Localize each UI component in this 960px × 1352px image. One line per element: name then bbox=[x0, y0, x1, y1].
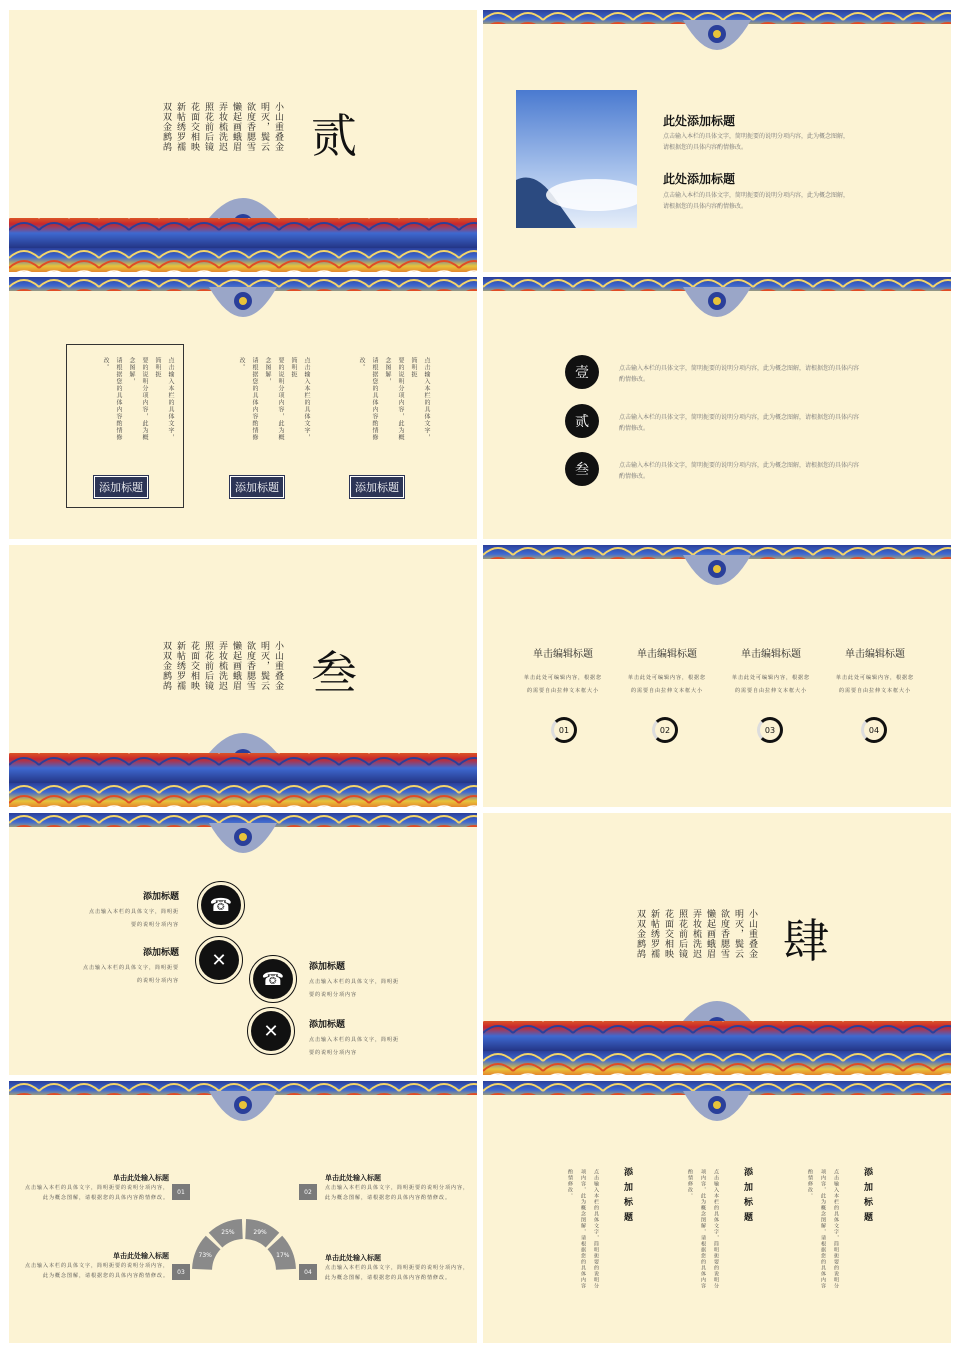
poem-line: 欲度香腮雪 bbox=[245, 641, 255, 691]
slide-photo-titles bbox=[483, 10, 951, 272]
left-item-2 bbox=[69, 945, 179, 988]
tools-icon-circle-1 bbox=[195, 936, 243, 984]
text-line: 酌情修改。 bbox=[687, 1169, 693, 1199]
desc-line: 点击输入本栏的具体文字，简明扼要的说明分项内容，此为概念图解， bbox=[663, 133, 850, 140]
poem-line: 欲度香腮雪 bbox=[245, 102, 255, 152]
text-line: 点击输入本栏的具体文字，简明扼要的说明分 bbox=[713, 1169, 719, 1289]
text-line: 的说明分项内容 bbox=[136, 978, 179, 984]
ornament-border-top bbox=[483, 1081, 951, 1145]
text-line: 请根据您的具体内容酌情修改。 bbox=[358, 357, 378, 441]
poem-text bbox=[159, 641, 285, 721]
text-line: 要的说明分项内容 bbox=[130, 922, 179, 928]
item-number-3: 03 bbox=[172, 1264, 190, 1280]
poem-line: 弄妆梳洗迟 bbox=[217, 102, 227, 152]
section-number: 贰 bbox=[311, 109, 357, 163]
text-line: 单击此处可编辑内容，根据您 bbox=[731, 675, 810, 681]
text-line: 酌情修改。 bbox=[619, 425, 650, 432]
step-number-2: 02 bbox=[652, 717, 678, 743]
poem-line: 花面交相映 bbox=[189, 102, 199, 152]
text-line: 点击输入本栏的具体文字，简明扼要的说明分项内容，此为概念图解，请根据您的具体内容 bbox=[619, 365, 860, 372]
text-line: 的需要自由拉伸文本框大小 bbox=[526, 688, 599, 694]
column-text-2 bbox=[683, 1169, 722, 1309]
item-text bbox=[309, 1034, 429, 1060]
item-title: 添加标题 bbox=[142, 948, 179, 958]
step-text bbox=[619, 672, 715, 698]
item-title: 添加标题 bbox=[309, 962, 346, 972]
step-text bbox=[723, 672, 819, 698]
poem-line: 懒起画蛾眉 bbox=[231, 641, 241, 691]
text-line: 此为概念图解，请根据您的具体内容酌情修改。 bbox=[325, 1195, 452, 1201]
ornament-border-top bbox=[9, 813, 477, 877]
poem-line: 懒起画蛾眉 bbox=[231, 102, 241, 152]
text-line: 点击输入本栏的具体文字，简明扼要的说明分项内容， bbox=[24, 1263, 169, 1269]
title-2: 此处添加标题 bbox=[663, 172, 736, 186]
phone-icon-circle-2 bbox=[249, 955, 297, 1003]
text-line: 酌情修改。 bbox=[619, 473, 650, 480]
list-text-1 bbox=[619, 363, 879, 385]
text-line: 要的说明分项内容 bbox=[309, 1050, 358, 1056]
poem-line: 双双金鹧鸪 bbox=[635, 909, 645, 959]
slide-section-4 bbox=[483, 813, 951, 1075]
arc-label: 17% bbox=[276, 1251, 290, 1259]
number-badge-2: 贰 bbox=[565, 404, 599, 438]
step-title: 单击编辑标题 bbox=[637, 649, 697, 660]
item-title: 添加标题 bbox=[142, 892, 179, 902]
ornament-border-top bbox=[483, 10, 951, 74]
add-title-button-2[interactable]: 添加标题 bbox=[230, 476, 284, 498]
poem-line: 双双金鹧鸪 bbox=[161, 102, 171, 152]
text-line: 单击此处可编辑内容，根据您 bbox=[835, 675, 914, 681]
chart-item-3 bbox=[19, 1251, 169, 1281]
poem-line: 小山重叠金 bbox=[747, 909, 757, 959]
add-title-button-3[interactable]: 添加标题 bbox=[350, 476, 404, 498]
section-number: 叁 bbox=[311, 646, 357, 700]
text-line: 点击输入本栏的具体文字，简明扼要 bbox=[82, 965, 179, 971]
column-title-3: 添加标题 bbox=[862, 1167, 872, 1227]
text-line: 项内容，此为概念图解，请根据您的具体内容 bbox=[820, 1169, 826, 1289]
tools-icon: ✕ bbox=[199, 940, 239, 980]
item-title: 单击此处输入标题 bbox=[113, 1251, 169, 1260]
text-line: 要的说明分项内容，此为概念图解， bbox=[128, 357, 148, 441]
number-badge-1: 壹 bbox=[565, 355, 599, 389]
item-text bbox=[19, 1183, 169, 1203]
arc-label: 73% bbox=[198, 1251, 212, 1259]
tools-icon-circle-2 bbox=[247, 1007, 295, 1055]
item-number-4: 04 bbox=[299, 1264, 317, 1280]
text-line: 点击输入本栏的具体文字，简明扼要的说明分 bbox=[593, 1169, 599, 1289]
poem-line: 照花前后镜 bbox=[203, 641, 213, 691]
slide-arc-chart bbox=[9, 1081, 477, 1343]
text-line: 项内容，此为概念图解，请根据您的具体内容 bbox=[580, 1169, 586, 1289]
text-line: 点击输入本栏的具体文字，简明扼要的说明分项内容，此为概念图解，请根据您的具体内容 bbox=[619, 414, 860, 421]
chart-item-1 bbox=[19, 1173, 169, 1203]
poem-line: 欲度香腮雪 bbox=[719, 909, 729, 959]
column-text-1 bbox=[563, 1169, 602, 1309]
item-text bbox=[69, 962, 179, 988]
slide-numbered-list bbox=[483, 277, 951, 539]
poem-text bbox=[633, 909, 759, 989]
ornament-border-bottom bbox=[9, 188, 477, 272]
poem-line: 新帖绣罗襦 bbox=[175, 641, 185, 691]
poem-line: 照花前后镜 bbox=[203, 102, 213, 152]
item-text bbox=[69, 906, 179, 932]
text-line: 点击输入本栏的具体文字，简明扼要的说明分项内容，此为概念图解，请根据您的具体内容 bbox=[619, 462, 860, 469]
desc-1 bbox=[663, 131, 913, 153]
slide-vertical-columns bbox=[483, 1081, 951, 1343]
ornament-border-top bbox=[9, 277, 477, 341]
text-line: 点击输入本栏的具体文字，简明扼 bbox=[154, 357, 174, 441]
chart-item-2 bbox=[325, 1173, 475, 1203]
item-text bbox=[325, 1183, 475, 1203]
step-column-1 bbox=[515, 645, 611, 698]
text-line: 点击输入本栏的具体文字，简明扼要的说明分项内容， bbox=[24, 1185, 169, 1191]
step-title: 单击编辑标题 bbox=[533, 649, 593, 660]
left-item-1 bbox=[69, 889, 179, 932]
section-number: 肆 bbox=[783, 914, 829, 968]
text-line: 的需要自由拉伸文本框大小 bbox=[630, 688, 703, 694]
column-title-1: 添加标题 bbox=[622, 1167, 632, 1227]
number-badge-3: 叁 bbox=[565, 452, 599, 486]
item-text bbox=[19, 1261, 169, 1281]
text-line: 酌情修改。 bbox=[567, 1169, 573, 1199]
text-line: 单击此处可编辑内容，根据您 bbox=[523, 675, 602, 681]
text-line: 酌情修改。 bbox=[619, 376, 650, 383]
item-number-2: 02 bbox=[299, 1184, 317, 1200]
poem-line: 新帖绣罗襦 bbox=[649, 909, 659, 959]
item-text bbox=[325, 1263, 475, 1283]
desc-line: 点击输入本栏的具体文字，简明扼要的说明分项内容，此为概念图解， bbox=[663, 192, 850, 199]
right-item-2 bbox=[309, 1017, 429, 1060]
text-line: 点击输入本栏的具体文字，简明扼 bbox=[88, 909, 179, 915]
poem-line: 双双金鹧鸪 bbox=[161, 641, 171, 691]
item-text bbox=[309, 976, 429, 1002]
poem-line: 弄妆梳洗迟 bbox=[217, 641, 227, 691]
desc-line: 请根据您的具体内容酌情修改。 bbox=[663, 144, 748, 151]
step-number-4: 04 bbox=[861, 717, 887, 743]
text-line: 点击输入本栏的具体文字，简明扼要的说明分项内容， bbox=[325, 1185, 470, 1191]
text-line: 此为概念图解，请根据您的具体内容酌情修改。 bbox=[42, 1195, 169, 1201]
phone-icon-circle-1 bbox=[197, 881, 245, 929]
text-line: 要的说明分项内容，此为概念图解， bbox=[264, 357, 284, 441]
list-text-3 bbox=[619, 460, 879, 482]
step-number-3: 03 bbox=[757, 717, 783, 743]
step-text bbox=[827, 672, 923, 698]
text-line: 要的说明分项内容，此为概念图解， bbox=[384, 357, 404, 441]
item-title: 单击此处输入标题 bbox=[113, 1173, 169, 1182]
item-number-1: 01 bbox=[172, 1184, 190, 1200]
text-line: 点击输入本栏的具体文字，简明扼 bbox=[309, 979, 400, 985]
text-line: 点击输入本栏的具体文字，简明扼 bbox=[309, 1037, 400, 1043]
text-line: 的需要自由拉伸文本框大小 bbox=[838, 688, 911, 694]
item-title: 添加标题 bbox=[309, 1020, 346, 1030]
step-column-3 bbox=[723, 645, 819, 698]
poem-line: 小山重叠金 bbox=[273, 102, 283, 152]
right-item-1 bbox=[309, 959, 429, 1002]
ornament-border-bottom bbox=[483, 991, 951, 1075]
add-title-button-1[interactable]: 添加标题 bbox=[94, 476, 148, 498]
phone-icon: ☎ bbox=[253, 959, 293, 999]
poem-line: 新帖绣罗襦 bbox=[175, 102, 185, 152]
column-text-1 bbox=[99, 357, 177, 447]
ornament-border-top bbox=[9, 1081, 477, 1145]
step-column-4 bbox=[827, 645, 923, 698]
poem-line: 照花前后镜 bbox=[677, 909, 687, 959]
chart-item-4 bbox=[325, 1253, 475, 1283]
column-title-2: 添加标题 bbox=[742, 1167, 752, 1227]
poem-text bbox=[159, 102, 285, 182]
step-title: 单击编辑标题 bbox=[845, 649, 905, 660]
step-column-2 bbox=[619, 645, 715, 698]
poem-line: 明灭，鬓云 bbox=[259, 641, 269, 691]
text-line: 点击输入本栏的具体文字，简明扼要的说明分项内容， bbox=[325, 1265, 470, 1271]
step-number-1: 01 bbox=[551, 717, 577, 743]
poem-line: 花面交相映 bbox=[189, 641, 199, 691]
poem-line: 明灭，鬓云 bbox=[259, 102, 269, 152]
text-line: 酌情修改。 bbox=[807, 1169, 813, 1199]
poem-line: 明灭，鬓云 bbox=[733, 909, 743, 959]
text-line: 请根据您的具体内容酌情修改。 bbox=[102, 357, 122, 441]
mountain-photo bbox=[516, 90, 637, 228]
text-line: 此为概念图解，请根据您的具体内容酌情修改。 bbox=[42, 1273, 169, 1279]
ornament-border-bottom bbox=[9, 723, 477, 807]
slide-three-columns bbox=[9, 277, 477, 539]
slide-section-3 bbox=[9, 545, 477, 807]
poem-line: 花面交相映 bbox=[663, 909, 673, 959]
text-line: 项内容，此为概念图解，请根据您的具体内容 bbox=[700, 1169, 706, 1289]
desc-2 bbox=[663, 190, 913, 212]
poem-line: 弄妆梳洗迟 bbox=[691, 909, 701, 959]
ornament-border-top bbox=[483, 277, 951, 341]
text-line: 单击此处可编辑内容，根据您 bbox=[627, 675, 706, 681]
column-text-3 bbox=[355, 357, 433, 447]
poem-line: 懒起画蛾眉 bbox=[705, 909, 715, 959]
step-title: 单击编辑标题 bbox=[741, 649, 801, 660]
slide-section-2 bbox=[9, 10, 477, 272]
phone-icon: ☎ bbox=[201, 885, 241, 925]
text-line: 的需要自由拉伸文本框大小 bbox=[734, 688, 807, 694]
text-line: 点击输入本栏的具体文字，简明扼 bbox=[410, 357, 430, 441]
ornament-border-top bbox=[483, 545, 951, 609]
arc-label: 25% bbox=[221, 1229, 235, 1237]
item-title: 单击此处输入标题 bbox=[325, 1173, 381, 1182]
item-title: 单击此处输入标题 bbox=[325, 1253, 381, 1262]
title-1: 此处添加标题 bbox=[663, 114, 736, 128]
text-line: 点击输入本栏的具体文字，简明扼 bbox=[290, 357, 310, 441]
slide-four-columns bbox=[483, 545, 951, 807]
step-text bbox=[515, 672, 611, 698]
column-text-3 bbox=[803, 1169, 842, 1309]
text-line: 请根据您的具体内容酌情修改。 bbox=[238, 357, 258, 441]
column-text-2 bbox=[235, 357, 313, 447]
text-line: 点击输入本栏的具体文字，简明扼要的说明分 bbox=[833, 1169, 839, 1289]
slide-icon-list bbox=[9, 813, 477, 1075]
text-line: 此为概念图解，请根据您的具体内容酌情修改。 bbox=[325, 1275, 452, 1281]
desc-line: 请根据您的具体内容酌情修改。 bbox=[663, 203, 748, 210]
tools-icon: ✕ bbox=[251, 1011, 291, 1051]
arc-chart bbox=[189, 1186, 299, 1286]
arc-label: 29% bbox=[253, 1229, 267, 1237]
list-text-2 bbox=[619, 412, 879, 434]
text-line: 要的说明分项内容 bbox=[309, 992, 358, 998]
poem-line: 小山重叠金 bbox=[273, 641, 283, 691]
